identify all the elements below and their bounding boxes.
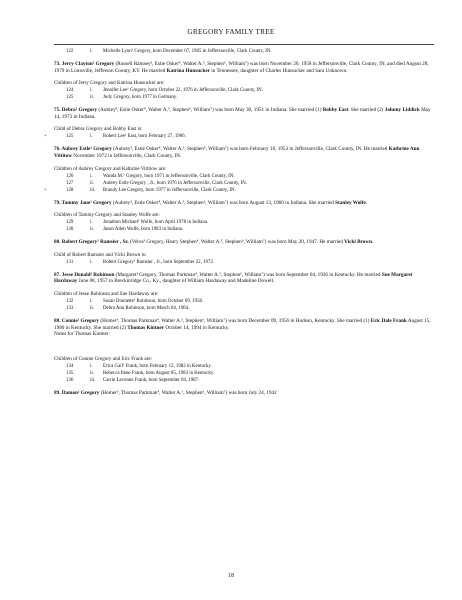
page-title: GREGORY FAMILY TREE [187,28,275,36]
child-entry: 131 i. Robert Gregory¹ Ramsier , Jr., born September 22, 1972. [66,259,215,265]
entry-89 [54,390,434,397]
child-entry: 126 i. Wanda M.¹ Gregory, born 1971 in Jeffersonville, Clark County, IN. [66,173,235,179]
entry-80-text: 80. Robert Gregory² Ramsier , Sr. (Velva³ Gregory, Heary Stephen⁴, Walter A.⁵, Stephen⁶, William⁷) was born May 20, 1947. He married Vicki Brown. [54,239,374,246]
entry-89-text: 89. Damon² Gregory (Homer³, Thomas Parkman⁴, Walter A.⁵, Stephen⁶, William⁷) was born July 24, 1942 [54,389,277,396]
child-entry: 124 i. Jennifer Lee¹ Gregory, born October 22, 1976 in Jeffersonville, Clark County, IN. [66,88,263,94]
children-header: Children of Tammy Gregory and Stanley Wolfe are: [54,212,160,219]
entry-76-text: 76. Aubrey Estle² Gregory (Aubrey³, Estie Osker⁴, Walter A.⁵, Stephen⁶, William⁷) was born February 18, 1953 in Jeffersonville, Clark County, IN. He married Kathrine Ann Vittitow November 1972 in Jeffersonville, Clark County, IN. [54,146,420,159]
entry-87-text: 87. Jesse Donald² Robinson (Margaret³ Gregory, Thomas Parkman⁴, Walter A.⁵, Stephen⁶, William⁷) was born September 04, 1936 in Kentucky. He married Sue Margaret Hardaway June 08, 1957 in Breckinridge Co., Ky., daughter of William Hardaway and Madeline Dowell. [54,271,413,285]
children-header: Children of Jerry Gregory and Katrina Hunsucker are: [54,80,165,87]
child-entry: + 128 iii. Brandy Lee Gregory, born 1977 in Jeffersonville, Clark County, IN. [44,187,236,193]
child-entry: 133 ii. Debra Ann Robinson, born March 04, 1964. [66,305,190,311]
child-entry: 129 i. Jonathon Michael¹ Wolfe, born April 1978 in Indiana. [66,220,209,226]
entry-79 [54,200,434,234]
entry-80 [54,239,434,266]
page-number: 18 [228,573,234,579]
entry-75 [44,107,434,140]
child-entry: + 125 i. Robert Lee¹ East, born February 27, 1966. [44,134,186,140]
entry-79-text: 79. Tammy Jane² Gregory (Aubrey³, Estie Osker⁴, Walter A.⁵, Stephen⁶, William⁷) was born August 13, 1960 in Indiana. She married Stanley Wolfe. [54,199,368,206]
child-entry: 134 i. Erica Gail¹ Frank, born February 12, 1982 in Kentucky. [66,363,212,369]
children-header: Child of Debra Gregory and Bobby East is: [54,126,143,133]
entry-76 [44,146,434,193]
child-entry: 127 ii. Aubrey Estle Gregory , Jr., born 1976 in Jeffersonville, Clark County, IN. [66,180,247,186]
entry-73-text: 73. Jerry Clayton² Gregory (Russell Ramsey³, Estie Osker⁴, Walter A.⁵, Stephen⁶, William⁷) was born November 20, 1958 in Jeffersonville, Clark County, IN, and died August 28, 1979 in Louisville, Jefferson County, KY. He married Katrina Hunsucker in Tennessee, daughter of Charles Hunsucker and Sara Unknown. [54,61,429,74]
child-entry: 132 i. Susan Donnette¹ Robinson, born October 09, 1958. [66,298,204,304]
child-entry: 130 ii. Jason Allen Wolfe, born 1983 in Indiana. [66,227,184,233]
children-header: Children of Connie Gregory and Eric Frank are: [54,355,153,362]
child-entry: 122 i. Michelle Lynn¹ Gregory, born December 07, 1985 in Jeffersonville, Clark County, IN. [66,49,272,54]
children-header: Children of Jesse Robinson and Sue Hardaway are: [54,290,159,297]
page-content [44,44,434,396]
entry-75-text: 75. Debra² Gregory (Aubrey³, Estie Osker⁴, Walter A.⁵, Stephen⁶, William⁷) was born May 30, 1951 in Indiana. She married (1) Bobby East. She married (2) Johnny Liddick May 14, 1973 in Indiana. [54,107,431,120]
children-header: Child of Robert Ramsier and Vicki Brown is: [54,251,147,258]
entry-73 [54,61,434,101]
child-entry: 136 iii. Carrie Lavonne Frank, born September 04, 1987. [66,377,200,383]
notes-spacer [54,338,434,350]
notes-label: Notes for Thomas Kintner: [54,331,110,338]
entry-88-text: 88. Connie² Gregory (Homer³, Thomas Parkman⁴, Walter A.⁵, Stephen⁶, William⁷) was born December 09, 1956 in Hudson, Kentucky. She married (1) Eric Dale Frank August 15, 1980 in Kentucky. She married (2) Thomas Kintner October 14, 1994 in Kentucky. [54,317,431,331]
entry-87 [54,272,434,312]
child-entry: 125 ii. Judy Gregory, born 1977 in Germany. [66,95,178,101]
title-rule [54,44,434,45]
children-header: Children of Aubrey Gregory and Kathrine Vittitow are: [54,165,167,172]
entry-88 [54,318,434,384]
child-entry: 135 ii. Rebecca Ilene Frank, born August 05, 1983 in Kentucky. [66,370,215,376]
